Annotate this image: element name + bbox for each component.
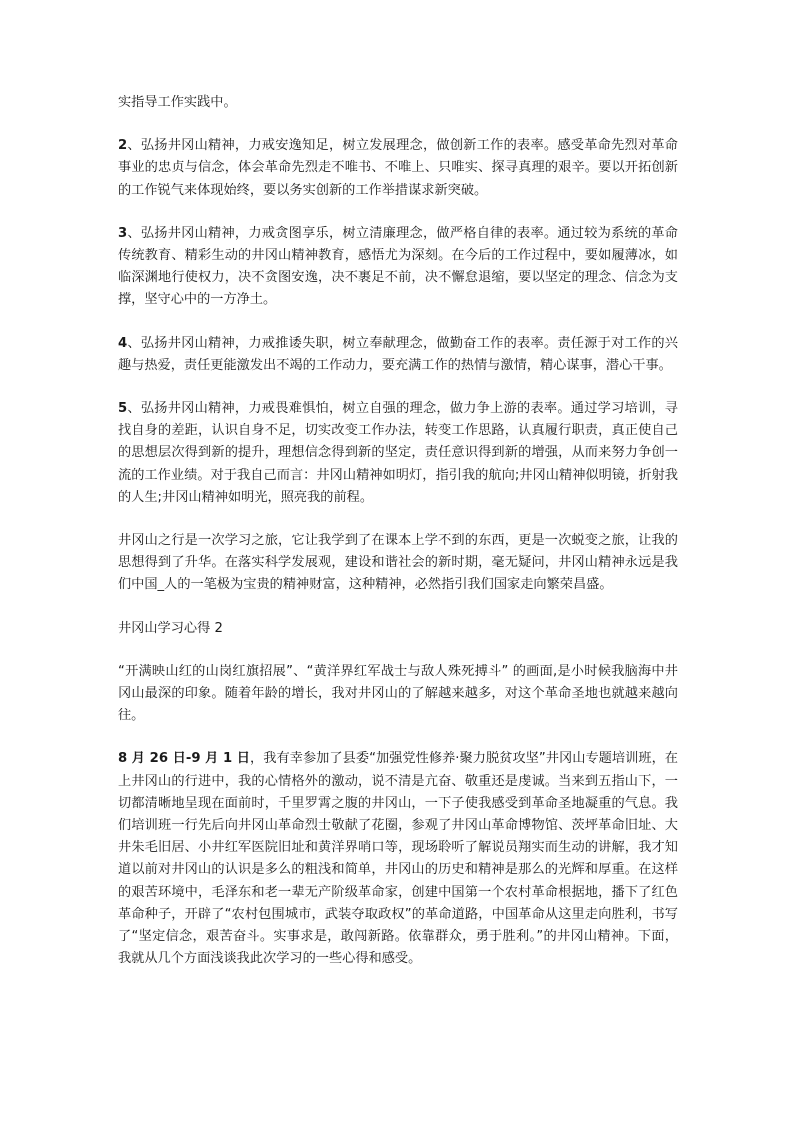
- section-title: [118, 618, 678, 640]
- paragraph-text: ，我有幸参加了县委“加强党性修养·聚力脱贫攻坚”井冈山专题培训班，在上井冈山的行进中，我的心情格外的激动，说不清是亢奋、敬重还是虔诚。当来到五指山下，一切都清晰地呈现在面前时，千里罗霄之腹的井冈山，一下子使我感受到革命圣地凝重的气息。我们培训班一行先后向井冈山革命烈士敬献了花圈，参观了井冈山革命博物馆、茨坪革命旧址、大井朱毛旧居、小井红军医院旧址和黄洋界哨口等，现场聆听了解说员翔实而生动的讲解，我才知道以前对井冈山的认识是多么的粗浅和简单，井冈山的历史和精神是那么的光辉和厚重。在这样的艰苦环境中，毛泽东和老一辈无产阶级革命家，创建中国第一个农村革命根据地，播下了红色革命种子，开辟了“农村包围城市，武装夺取政权”的革命道路，中国革命从这里走向胜利，书写了“坚定信念，艰苦奋斗。实事求是，敢闯新路。依靠群众，勇于胜利。”的井冈山精神。下面，我就从几个方面浅谈我此次学习的一些心得和感受。: [118, 751, 678, 967]
- paragraph-point-4: [118, 333, 678, 377]
- paragraph-training: [118, 748, 678, 970]
- paragraph-point-5: [118, 398, 678, 509]
- paragraph-text: 实指导工作实践中。: [118, 95, 237, 110]
- point-number: 3: [118, 225, 128, 241]
- paragraph-text: 井冈山之行是一次学习之旅，它让我学到了在课本上学不到的东西，更是一次蜕变之旅，让我的思想得到了升华。在落实科学发展观，建设和谐社会的新时期，毫无疑问，井冈山精神永远是我们中国_人的一笔极为宝贵的精神财富，这种精神，必然指引我们国家走向繁荣昌盛。: [118, 533, 678, 593]
- paragraph-text: 、弘扬井冈山精神，力戒贪图享乐，树立清廉理念，做严格自律的表率。通过较为系统的革命传统教育、精彩生动的井冈山精神教育，感悟尤为深刻。在今后的工作过程中，要如履薄冰，如临深渊地行使权力，决不贪图安逸，决不裹足不前，决不懈怠退缩，要以坚定的理念、信念为支撑，坚守心中的一方净土。: [118, 225, 678, 308]
- point-number: 2: [118, 138, 128, 154]
- paragraph-text: “开满映山红的山岗红旗招展”、“黄洋界红军战士与敌人殊死搏斗” 的画面,是小时候我脑海中井冈山最深的印象。随着年龄的增长，我对井冈山的了解越来越多，对这个革命圣地也就越来越向往。: [118, 663, 678, 724]
- paragraph-conclusion: [118, 530, 678, 597]
- paragraph-point-3: [118, 223, 678, 312]
- point-number: 5: [118, 401, 128, 417]
- paragraph-text: 、弘扬井冈山精神，力戒畏难惧怕，树立自强的理念，做力争上游的表率。通过学习培训，寻找自身的差距，认识自身不足，切实改变工作办法，转变工作思路，认真履行职责，真正使自己的思想层次得到新的提升，理想信念得到新的坚定，责任意识得到新的增强，从而来努力争创一流的工作业绩。对于我自己而言：井冈山精神如明灯，指引我的航向;井冈山精神似明镜，折射我的人生;井冈山精神如明光，照亮我的前程。: [118, 401, 678, 505]
- document-page: [118, 92, 678, 992]
- paragraph-text: 、弘扬井冈山精神，力戒推诿失职，树立奉献理念，做勤奋工作的表率。责任源于对工作的兴趣与热爱，责任更能激发出不竭的工作动力，要充满工作的热情与激情，精心谋事，潜心干事。: [118, 335, 678, 373]
- paragraph-intro: [118, 661, 678, 728]
- paragraph-text: 、弘扬井冈山精神，力戒安逸知足，树立发展理念，做创新工作的表率。感受革命先烈对革命事业的忠贞与信念，体会革命先烈走不唯书、不唯上、只唯实、探寻真理的艰辛。要以开拓创新的工作锐气来体现始终，要以务实创新的工作举措谋求新突破。: [118, 138, 678, 198]
- paragraph-continuation: [118, 92, 678, 114]
- paragraph-point-2: [118, 135, 678, 202]
- point-number: 4: [118, 335, 128, 351]
- date-range: 8 月 26 日-9 月 1 日: [118, 751, 251, 767]
- section-title-text: 井冈山学习心得 2: [118, 620, 223, 636]
